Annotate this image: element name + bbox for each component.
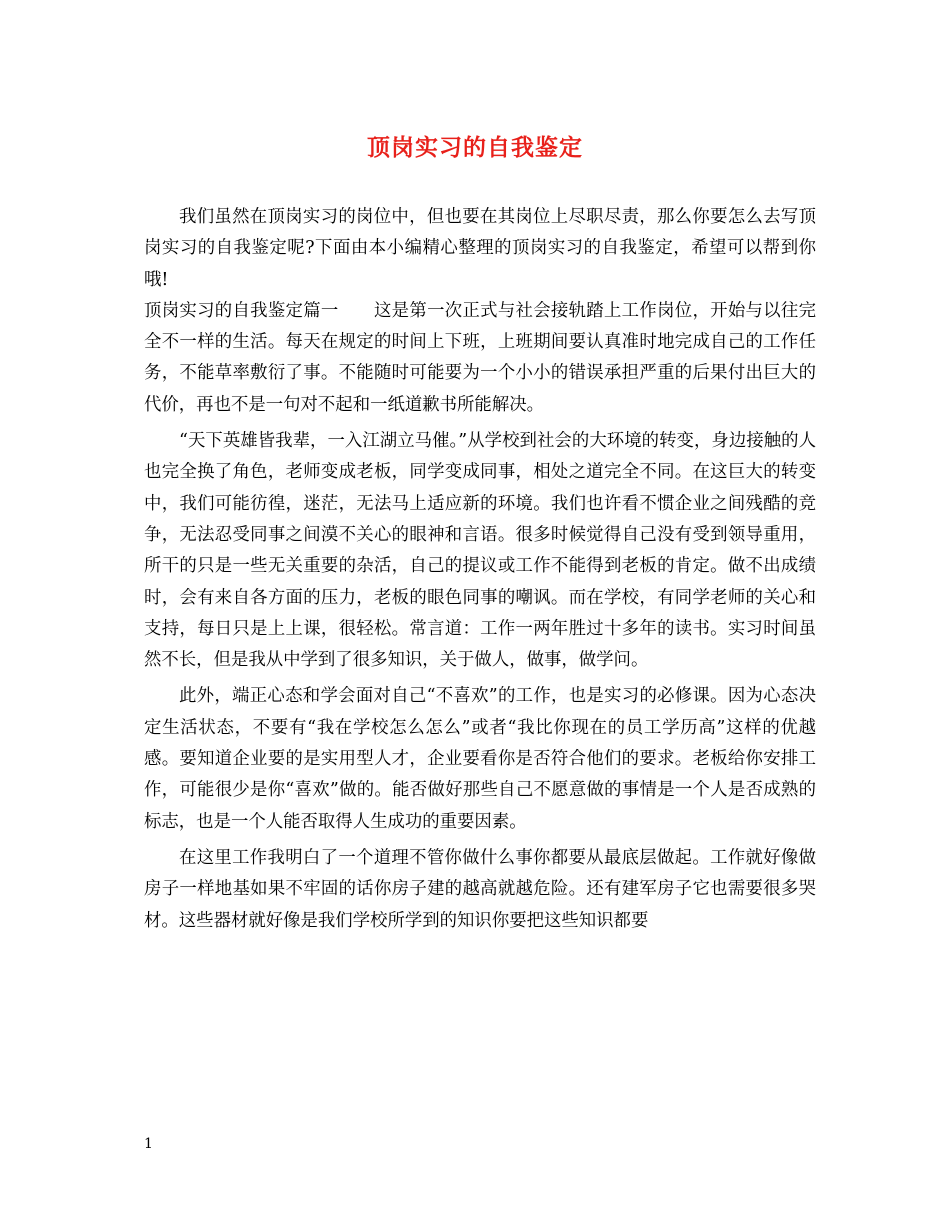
- document-title: 顶岗实习的自我鉴定: [367, 134, 583, 161]
- lesson-paragraph: 在这里工作我明白了一个道理不管你做什么事你都要从最底层做起。工作就好像做房子一样地基如果不牢固的话你房子建的越高就越危险。还有建军房子它也需要很多哭材。这些器材就好像是我们学校所学到的知识你要把这些知识都要: [144, 847, 816, 931]
- transition-paragraph: “天下英雄皆我辈，一入江湖立马催。”从学校到社会的大环境的转变，身边接触的人也完全换了角色，老师变成老板，同学变成同事，相处之道完全不同。在这巨大的转变中，我们可能彷徨，迷茫，无法马上适应新的环境。我们也许看不惯企业之间残酷的竞争，无法忍受同事之间漠不关心的眼神和言语。很多时候觉得自己没有受到领导重用，所干的只是一些无关重要的杂活，自己的提议或工作不能得到老板的肯定。做不出成绩时，会有来自各方面的压力，老板的眼色同事的嘲讽。而在学校，有同学老师的关心和支持，每日只是上上课，很轻松。常言道：工作一两年胜过十多年的读书。实习时间虽然不长，但是我从中学到了很多知识，关于做人，做事，做学问。: [144, 431, 816, 671]
- attitude-paragraph: 此外，端正心态和学会面对自己“不喜欢”的工作，也是实习的必修课。因为心态决定生活状态，不要有“我在学校怎么怎么”或者“我比你现在的员工学历高”这样的优越感。要知道企业要的是实用型人才，企业要看你是否符合他们的要求。老板给你安排工作，可能很少是你“喜欢”做的。能否做好那些自己不愿意做的事情是一个人是否成熟的标志，也是一个人能否取得人生成功的重要因素。: [144, 686, 816, 832]
- document-body: [144, 202, 816, 937]
- intro-paragraph: 我们虽然在顶岗实习的岗位中，但也要在其岗位上尽职尽责，那么你要怎么去写顶岗实习的自我鉴定呢?下面由本小编精心整理的顶岗实习的自我鉴定，希望可以帮到你哦!: [144, 207, 816, 290]
- section-one-paragraph: 顶岗实习的自我鉴定篇一 这是第一次正式与社会接轨踏上工作岗位，开始与以往完全不一样的生活。每天在规定的时间上下班，上班期间要认真准时地完成自己的工作任务，不能草率敷衍了事。不能随时可能要为一个小小的错误承担严重的后果付出巨大的代价，再也不是一句对不起和一纸道歉书所能解决。: [144, 300, 816, 415]
- page-number: 1: [144, 1136, 153, 1152]
